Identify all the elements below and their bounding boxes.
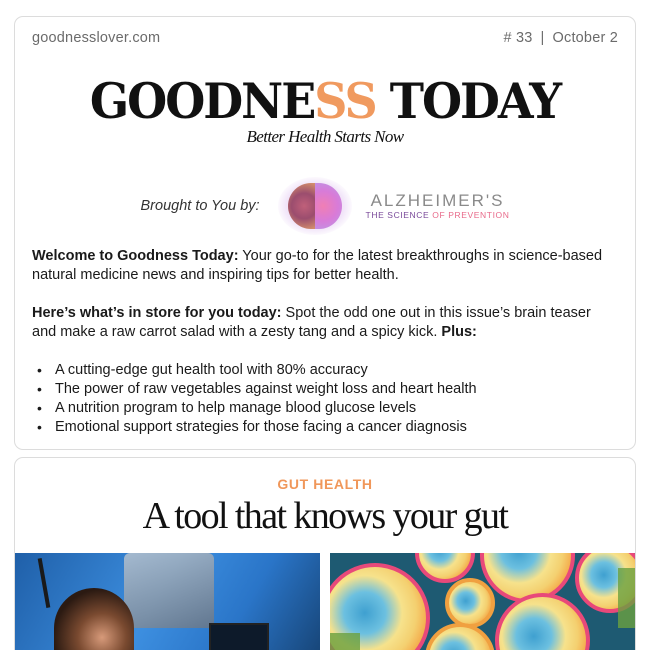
article-images <box>14 553 636 650</box>
sponsor-subtitle <box>366 211 510 220</box>
tagline: Better Health Starts Now <box>246 127 404 146</box>
article-title[interactable]: A tool that knows your gut <box>142 495 508 537</box>
header-meta <box>32 30 618 46</box>
sponsor-label: Brought to You by: <box>140 198 260 214</box>
brain-logo-icon <box>278 177 352 235</box>
welcome-paragraph <box>32 247 615 285</box>
article-card <box>14 457 636 650</box>
issue-info <box>504 30 618 46</box>
welcome-lead: Welcome to Goodness Today: <box>32 248 239 264</box>
intro-text <box>32 247 615 437</box>
site-link[interactable]: goodnesslover.com <box>32 30 161 46</box>
section-kicker: GUT HEALTH <box>277 476 373 492</box>
lab-photo[interactable] <box>14 553 320 650</box>
masthead <box>15 72 635 147</box>
welcome-text: Your go-to for the latest breakthroughs in science-based natural medicine news and inspiring tips for better health. <box>32 248 603 283</box>
issue-number: # 33 <box>503 30 533 46</box>
sponsor-subtitle-2: OF PREVENTION <box>432 209 510 220</box>
sponsor-banner[interactable] <box>15 177 635 235</box>
sponsor-subtitle-1: THE SCIENCE <box>365 209 433 220</box>
sponsor-name: ALZHEIMER'S <box>370 190 505 210</box>
logo-text-4: TODAY <box>375 72 561 130</box>
sponsor-wordmark <box>366 192 510 220</box>
meta-separator: | <box>540 30 545 46</box>
store-lead: Here’s what’s in store for you today: <box>32 305 282 321</box>
store-text: Spot the odd one out in this issue’s brain teaser and make a raw carrot salad with a zesty tang and a spicy kick. <box>32 305 591 340</box>
microscopy-photo[interactable] <box>330 553 636 650</box>
plus-label: Plus: <box>441 324 477 340</box>
logo-text-1: GO <box>89 72 166 130</box>
newsletter-logo[interactable] <box>89 72 561 130</box>
store-paragraph <box>32 304 615 342</box>
list-item: • Emotional support strategies for those facing a cancer diagnosis <box>32 418 615 437</box>
logo-text-2: ODNE <box>165 72 315 130</box>
logo-text-accent: SS <box>314 72 376 130</box>
list-item: • The power of raw vegetables against weight loss and heart health <box>32 380 615 399</box>
list-item: • A nutrition program to help manage blood glucose levels <box>32 399 615 418</box>
issue-date: October 2 <box>552 30 618 46</box>
highlights-list <box>32 361 615 437</box>
list-item: • A cutting-edge gut health tool with 80% accuracy <box>32 361 615 380</box>
intro-card <box>14 16 636 450</box>
